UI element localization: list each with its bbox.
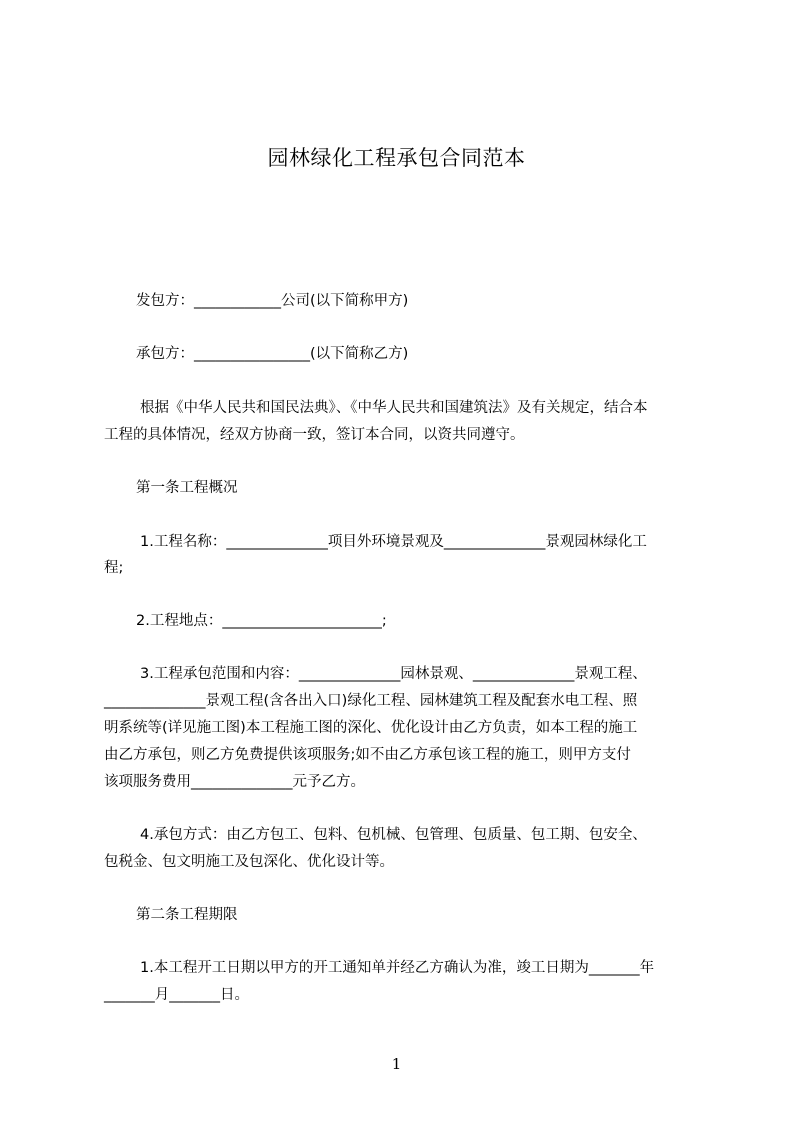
document-title: 园林绿化工程承包合同范本 [267, 146, 526, 170]
article-1-item-3-line-3: 明系统等(详见施工图)本工程施工图的深化、优化设计由乙方负责，如本工程的施工 [104, 720, 638, 736]
article-1-item-4-line-2: 包税金、包文明施工及包深化、优化设计等。 [104, 854, 394, 870]
article-1-item-1-line-1: 1.工程名称：______________项目外环境景观及______________景观园林绿化工 [140, 534, 647, 550]
article-2-item-1-line-2: _______月_______日。 [104, 987, 249, 1003]
page-number: 1 [391, 1055, 402, 1073]
article-1-heading: 第一条工程概况 [136, 480, 238, 496]
preamble-line-1: 根据《中华人民共和国民法典》、《中华人民共和国建筑法》及有关规定，结合本 [140, 400, 648, 416]
article-1-item-1-line-2: 程; [104, 560, 124, 576]
article-2-heading: 第二条工程期限 [136, 907, 238, 923]
article-1-item-3-line-5: 该项服务费用______________元予乙方。 [104, 774, 365, 790]
party-a-line: 发包方：____________公司(以下简称甲方) [136, 293, 409, 309]
article-2-item-1-line-1: 1.本工程开工日期以甲方的开工通知单并经乙方确认为准，竣工日期为_______年 [140, 960, 655, 976]
article-1-item-3-line-2: ______________景观工程(含各出入口)绿化工程、园林建筑工程及配套水电工程、照 [104, 693, 638, 709]
party-b-line: 承包方：________________(以下简称乙方) [136, 346, 409, 362]
article-1-item-3-line-1: 3.工程承包范围和内容：______________园林景观、______________景观工程、 [140, 666, 647, 682]
article-1-item-2: 2.工程地点：______________________; [136, 613, 387, 629]
article-1-item-3-line-4: 由乙方承包，则乙方免费提供该项服务;如不由乙方承包该工程的施工，则甲方支付 [104, 747, 631, 763]
preamble-line-2: 工程的具体情况，经双方协商一致，签订本合同，以资共同遵守。 [104, 427, 525, 443]
article-1-item-4-line-1: 4.承包方式：由乙方包工、包料、包机械、包管理、包质量、包工期、包安全、 [140, 827, 647, 843]
